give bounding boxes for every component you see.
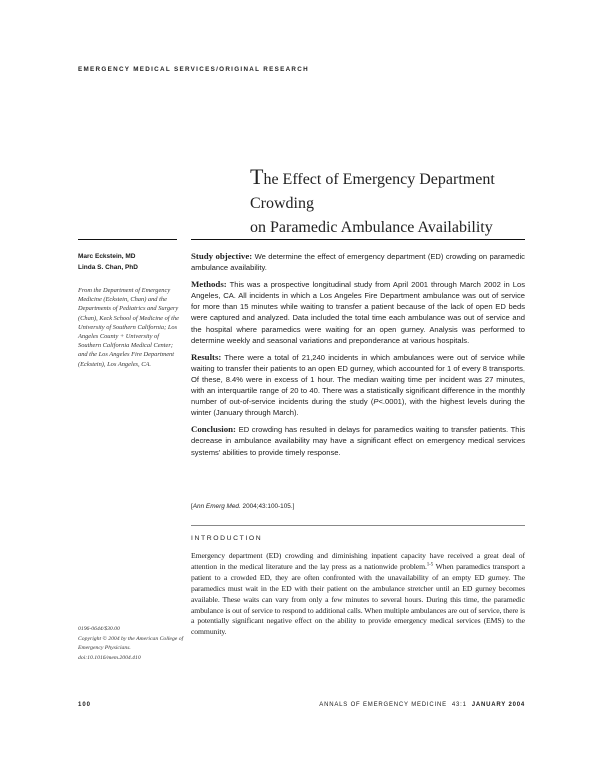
abstract [191, 251, 525, 464]
introduction-divider [191, 525, 525, 526]
section-label: EMERGENCY MEDICAL SERVICES/ORIGINAL RESEARCH [78, 66, 309, 73]
introduction-text: Emergency department (ED) crowding and diminishing inpatient capacity have received a great deal of attention in the medical literature and the lay press as a nationwide problem. [191, 551, 525, 571]
author-name: Linda S. Chan, PhD [78, 263, 138, 271]
methods-label: Methods: [191, 279, 227, 290]
right-divider [191, 239, 525, 240]
author-name: Marc Eckstein, MD [78, 253, 136, 260]
conclusion-label: Conclusion: [191, 424, 236, 435]
results-text-end: <.0001), with the highest levels during the winter (January through March). [191, 397, 525, 418]
running-footer [319, 702, 525, 708]
objective-text: We determine the effect of emergency department (ED) crowding on paramedic ambulance availability. [191, 252, 525, 273]
abstract-objective [191, 251, 525, 273]
citation-journal: Ann Emerg Med. [192, 503, 241, 510]
results-text: There were a total of 21,240 incidents in which ambulances were out of service while waiting to transfer their patients to an open ED gurney, which accounted for 1 of every 8 transports. Of these, 8.4% were in excess of 1 hour. The median waiting time per incident was 27 minutes, with an interquartile range of 20 to 40. There was a statistically significant difference in the monthly number of out-of-service incidents during the study ( [191, 352, 525, 407]
introduction-body [191, 551, 525, 638]
doi: doi:10.1016/mem.2004.410 [78, 655, 141, 662]
conclusion-text: ED crowding has resulted in delays for paramedics waiting to transfer patients. This decrease in ambulance availability may have a significant effect on emergency medical services systems' abilities to provide timely response. [191, 425, 525, 457]
footer-journal: ANNALS OF EMERGENCY MEDICINE [319, 702, 447, 708]
title-drop-cap: T [250, 164, 264, 189]
objective-label: Study objective: [191, 251, 253, 261]
abstract-conclusion [191, 424, 525, 457]
copyright: Copyright © 2004 by the American College of Emergency Physicians. [78, 635, 184, 652]
footer-date: JANUARY 2004 [471, 702, 525, 708]
left-divider [78, 239, 177, 240]
page-number: 100 [78, 702, 92, 708]
citation-open: [ [191, 503, 193, 510]
abstract-results [191, 352, 525, 419]
article-title [250, 165, 550, 240]
article-meta [78, 625, 188, 664]
citation-details: 2004;43:100-105.] [240, 503, 295, 510]
author-affiliation: From the Department of Emergency Medicine (Eckstein, Chan) and the Departments of Pediatrics and Surgery (Chan), Keck School of Medicine of the University of Southern California; Los Angeles County + University of Southern California Medical Center; and the Los Angeles Fire Department (Eckstein), Los Angeles, CA. [78, 287, 179, 368]
p-value-symbol: P [373, 397, 379, 407]
issn: 0196-0644/$30.00 [78, 626, 120, 632]
citation [191, 503, 294, 510]
methods-text: This was a prospective longitudinal study from April 2001 through March 2002 in Los Angeles, CA. All incidents in which a Los Angeles Fire Department ambulance was out of service for more than 15 minutes while waiting to transfer a patient because of the lack of open ED beds were captured and analyzed. Data included the total time each ambulance was out of service and the hospital where paramedics were waiting for an open gurney. Analysis was performed to determine weekly and seasonal variations and preponderance at various hospitals. [191, 280, 525, 345]
introduction-text-cont: When paramedics transport a patient to a crowded ED, they are often confronted with the unavailability of an empty ED gurney. The paramedics must wait in the ED with their patient on the ambulance stretcher until an ED gurney becomes available. These waits can vary from only a few minutes to several hours. During this time, the paramedic ambulance is out of service to respond to additional calls. When multiple ambulances are out of service, there is a potentially significant negative effect on the ability to provide emergency medical services (EMS) to the community. [191, 561, 525, 637]
title-line-1: he Effect of Emergency Department Crowding [250, 171, 495, 212]
abstract-methods [191, 279, 525, 346]
reference-superscript: 1-5 [426, 562, 434, 568]
title-line-2: on Paramedic Ambulance Availability [250, 219, 493, 236]
results-label: Results: [191, 351, 222, 362]
footer-volume: 43:1 [451, 702, 467, 708]
author-list [78, 252, 188, 273]
introduction-heading: INTRODUCTION [191, 535, 263, 542]
